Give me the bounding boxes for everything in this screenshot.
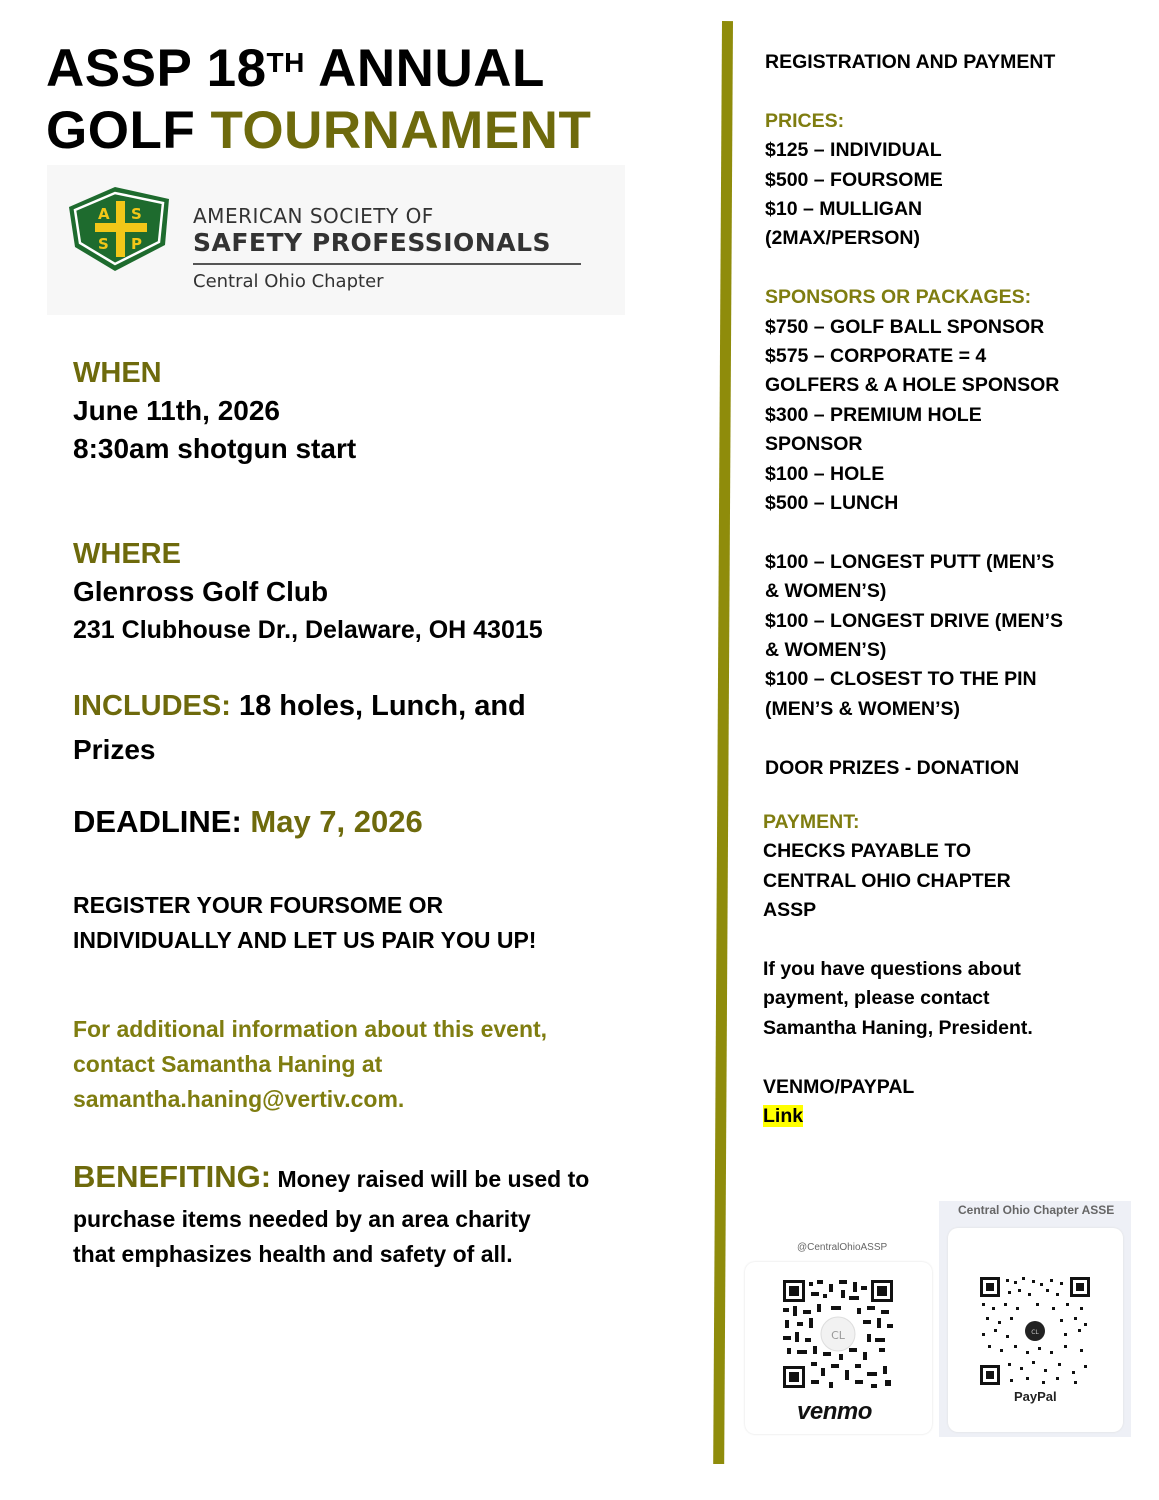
paypal-account-name: Central Ohio Chapter ASSE (958, 1203, 1115, 1217)
price-item: (2MAX/PERSON) (765, 227, 920, 250)
sponsor-item: $575 – CORPORATE = 4 (765, 345, 987, 368)
registration-heading: REGISTRATION AND PAYMENT (765, 51, 1056, 73)
benefiting-section: BENEFITING: Money raised will be used to purchase items needed by an area charity that emphasizes health and safety of all. (73, 1159, 590, 1267)
logo-org-line-2: SAFETY PROFESSIONALS (193, 228, 551, 257)
register-callout: REGISTER YOUR FOURSOME OR INDIVIDUALLY AND LET US PAIR YOU UP! (73, 892, 537, 953)
venue-address: 231 Clubhouse Dr., Delaware, OH 43015 (73, 616, 543, 644)
payment-heading: PAYMENT: (763, 811, 860, 833)
sponsor-item: $300 – PREMIUM HOLE (765, 403, 982, 426)
price-item: $500 – FOURSOME (765, 168, 943, 191)
sponsor-item: $750 – GOLF BALL SPONSOR (765, 315, 1045, 338)
contact-info: For additional information about this event, contact Samantha Haning at samantha.haning@vertiv.com. (73, 1012, 703, 1117)
when-heading: WHEN (73, 357, 162, 389)
paypal-logo: PayPal (1014, 1389, 1057, 1404)
title-line-1: ASSP 18TH ANNUAL (46, 39, 545, 98)
prices-heading: PRICES: (765, 109, 845, 132)
logo-divider (193, 263, 581, 265)
contest-item: & WOMEN’S) (765, 580, 887, 603)
where-heading: WHERE (73, 538, 181, 570)
registration-column (765, 48, 1145, 783)
contest-item: $100 – CLOSEST TO THE PIN (765, 668, 1037, 691)
includes-label: INCLUDES: (73, 690, 231, 722)
svg-text:A: A (98, 205, 110, 223)
contest-item: $100 – LONGEST PUTT (MEN’S (765, 550, 1055, 573)
sponsor-item: $500 – LUNCH (765, 492, 899, 515)
venue-name: Glenross Golf Club (73, 576, 329, 607)
svg-text:S: S (98, 235, 109, 253)
when-section (73, 354, 703, 468)
deadline-date: May 7, 2026 (250, 804, 423, 839)
contest-item: & WOMEN’S) (765, 639, 887, 662)
price-item: $125 – INDIVIDUAL (765, 139, 942, 162)
deadline-label: DEADLINE: (73, 804, 251, 839)
contest-item: (MEN’S & WOMEN’S) (765, 697, 960, 720)
sponsors-heading: SPONSORS OR PACKAGES: (765, 286, 1032, 309)
page-title (46, 38, 591, 162)
paypal-qr-code-icon (980, 1277, 1090, 1385)
svg-text:P: P (131, 235, 142, 253)
title-line-2: GOLF TOURNAMENT (46, 101, 592, 160)
venmo-logo: venmo (797, 1398, 872, 1425)
sponsor-item: $100 – HOLE (765, 462, 885, 485)
assp-shield-icon (65, 185, 175, 273)
venmo-handle: @CentralOhioASSP (797, 1242, 888, 1253)
contact-email[interactable]: samantha.haning@vertiv.com. (73, 1086, 405, 1112)
deadline-section (73, 802, 703, 842)
title-superscript: TH (266, 47, 305, 78)
door-prizes: DOOR PRIZES - DONATION (765, 756, 1020, 779)
payment-link[interactable]: Link (763, 1105, 804, 1128)
svg-text:CL: CL (1031, 1329, 1039, 1336)
svg-text:CL: CL (831, 1329, 845, 1342)
sponsor-item: SPONSOR (765, 433, 863, 456)
venmo-qr-code-icon (783, 1280, 893, 1388)
sponsor-item: GOLFERS & A HOLE SPONSOR (765, 374, 1060, 397)
venmo-paypal-label: VENMO/PAYPAL (763, 1075, 915, 1098)
payment-section: PAYMENT: CHECKS PAYABLE TO CENTRAL OHIO CHAPTER ASSP If you have questions about payment, please contact Samantha Haning, President. VENMO/PAYPAL Link (763, 808, 1143, 1131)
event-time: 8:30am shotgun start (73, 433, 357, 464)
logo-chapter: Central Ohio Chapter (193, 271, 384, 292)
svg-text:S: S (131, 205, 142, 223)
logo-org-line-1: AMERICAN SOCIETY OF (193, 204, 434, 228)
price-item: $10 – MULLIGAN (765, 198, 923, 221)
benefiting-label: BENEFITING: (73, 1159, 272, 1194)
includes-text: 18 holes, Lunch, and (230, 690, 526, 722)
column-divider (713, 21, 733, 1464)
event-date: June 11th, 2026 (73, 395, 281, 426)
assp-logo (47, 165, 625, 315)
includes-section: INCLUDES: 18 holes, Lunch, and Prizes (73, 690, 526, 765)
contest-item: $100 – LONGEST DRIVE (MEN’S (765, 609, 1063, 632)
where-section (73, 535, 703, 649)
